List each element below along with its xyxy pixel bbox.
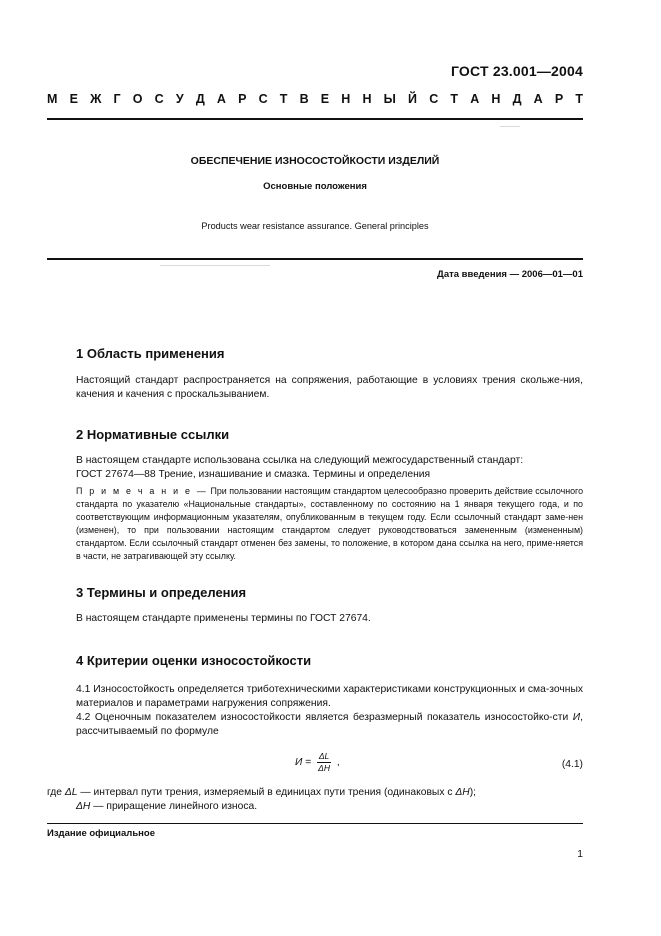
formula-lhs: И [295, 757, 303, 768]
title-rule [47, 258, 583, 260]
where-definition-2: — приращение линейного износа. [90, 801, 258, 812]
standard-code: ГОСТ 23.001—2004 [450, 63, 583, 79]
page-number: 1 [577, 849, 583, 860]
reference-note [76, 485, 583, 563]
scan-artifact [160, 265, 270, 266]
english-title: Products wear resistance assurance. General principles [201, 221, 429, 231]
formula-tail: , [333, 757, 340, 768]
note-text: При пользовании настоящим стандартом целесообразно проверить действие ссылочного стандарта по указателю «Национальные стандарты», составленному по состоянию на 1 января текущего года, и по соответствующим информационным указателям, опубликованным в текущем году. Если ссылочный стандарт заме-нен (изменен), то при пользовании настоящим стандартом следует руководствоваться замененным (измененным) стандартом. Если ссылочный стандарт отменен без замены, то положение, в котором дана ссылка на него, приме-няется в части, не затрагивающей эту ссылку. [76, 486, 584, 561]
where-end-1: ); [469, 787, 476, 798]
interstate-standard-label: М Е Ж Г О С У Д А Р С Т В Е Н Н Ы Й С Т А Н Д А Р Т [47, 92, 583, 106]
formula-numerator: ΔL [318, 751, 330, 761]
where-line-1 [47, 786, 583, 800]
where-var-dl: ΔL [64, 787, 78, 798]
clause-4-2-start: 4.2 Оценочным показателем износостойкости является безразмерный показатель износостойко-сти [76, 712, 573, 723]
equation-number: (4.1) [561, 759, 583, 770]
footer-rule [47, 823, 583, 824]
where-line-2 [76, 800, 583, 814]
where-var-dh-ref: ΔH [455, 787, 470, 798]
section-3-text: В настоящем стандарте применены термины по ГОСТ 27674. [76, 613, 371, 624]
header-rule [47, 118, 583, 120]
where-prefix: где [47, 787, 65, 798]
introduction-date: Дата введения — 2006—01—01 [437, 269, 583, 280]
document-title: ОБЕСПЕЧЕНИЕ ИЗНОСОСТОЙКОСТИ ИЗДЕЛИЙ [190, 155, 440, 167]
section-1-body: Настоящий стандарт распространяется на сопряжения, работающие в условиях трения скольже-ния, качения и качения с проскальзыванием. [76, 375, 583, 400]
document-subtitle: Основные положения [263, 181, 367, 192]
formula-eq: = [302, 757, 315, 768]
clause-4-2-var: И [572, 712, 581, 723]
scan-artifact [500, 126, 520, 127]
section-3-heading: 3 Термины и определения [76, 585, 247, 600]
section-1-text [76, 374, 583, 402]
normative-reference: ГОСТ 27674—88 Трение, изнашивание и смазка. Термины и определения [76, 469, 431, 480]
section-4-heading: 4 Критерии оценки износостойкости [76, 653, 312, 668]
formula-fraction [316, 751, 332, 774]
clause-4-1: 4.1 Износостойкость определяется триботехническими характеристиками конструкционных и сма-зочных материалов и параметрами нагружения сопряжения. [76, 684, 583, 709]
where-definition-1: — интервал пути трения, измеряемый в единицах пути трения (одинаковых с [77, 787, 456, 798]
formula-4-1 [295, 751, 340, 774]
formula-denominator: ΔH [318, 763, 330, 773]
section-2-heading: 2 Нормативные ссылки [76, 427, 230, 442]
section-1-heading: 1 Область применения [76, 346, 225, 361]
clause-4-2 [76, 711, 583, 739]
clause-4-2-end: , рассчитываемый по формуле [76, 712, 583, 737]
note-label: П р и м е ч а н и е — [76, 486, 208, 496]
section-2-text: В настоящем стандарте использована ссылка на следующий межгосударственный стандарт: [76, 455, 524, 466]
where-var-dh: ΔH [76, 801, 91, 812]
official-edition: Издание официальное [47, 828, 155, 839]
